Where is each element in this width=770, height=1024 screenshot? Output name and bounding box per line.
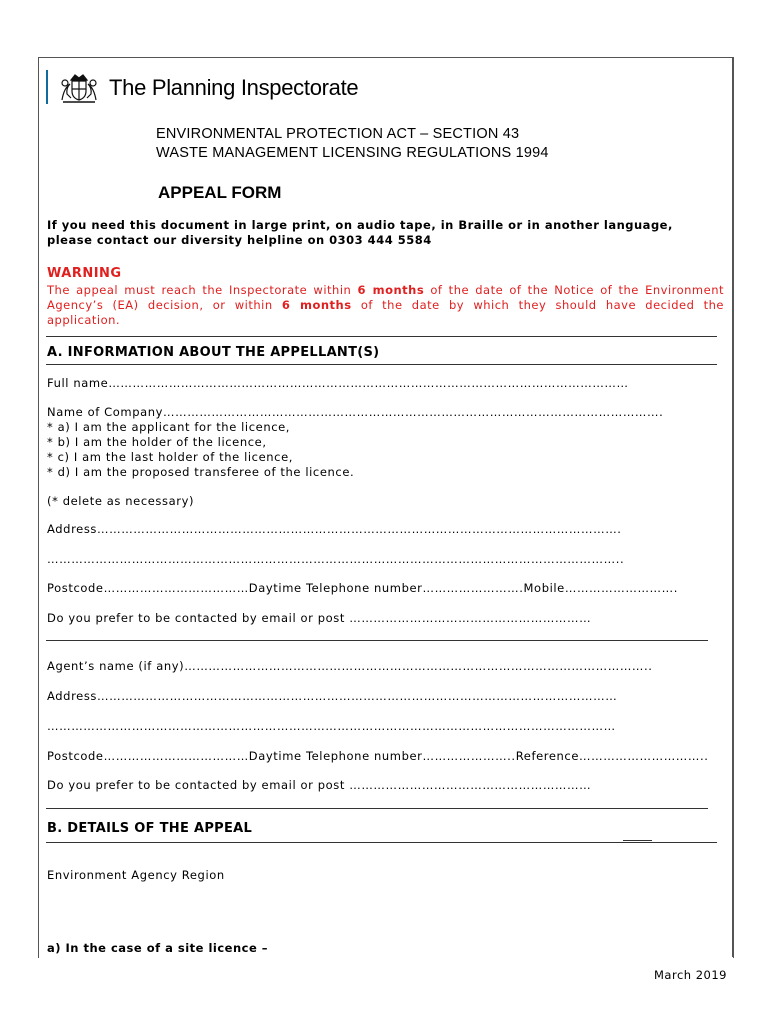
organisation-name: The Planning Inspectorate	[109, 75, 359, 100]
warning-text: Agency’s (EA) decision, or within	[47, 298, 282, 312]
appellant-option-d: * d) I am the proposed transferee of the licence.	[47, 465, 355, 479]
divider	[46, 808, 708, 809]
logo-accent-bar	[46, 70, 48, 104]
act-line-1: ENVIRONMENTAL PROTECTION ACT – SECTION 43	[156, 126, 520, 142]
royal-coat-of-arms-icon	[57, 70, 101, 106]
address-field-line-1[interactable]: Address………………………………………………………………………………………………………………….	[47, 522, 622, 536]
appellant-option-b: * b) I am the holder of the licence,	[47, 435, 267, 449]
warning-emphasis: 6 months	[357, 283, 425, 297]
ea-region-label: Environment Agency Region	[47, 868, 225, 882]
warning-emphasis: 6 months	[281, 298, 352, 312]
warning-line-3: application.	[47, 313, 121, 327]
act-line-2: WASTE MANAGEMENT LICENSING REGULATIONS 1994	[156, 145, 549, 161]
section-a-heading: A. INFORMATION ABOUT THE APPELLANT(S)	[47, 345, 380, 360]
divider-short	[623, 840, 652, 841]
address-field-line-2[interactable]: ……………………………………………………………………………………………………………………………..	[47, 552, 625, 566]
divider	[46, 640, 708, 641]
company-name-field[interactable]: Name of Company…………………………………………………………………………………………………………….	[47, 405, 664, 419]
delete-note: (* delete as necessary)	[47, 494, 195, 508]
warning-text: of the date by which they should have decided the	[351, 298, 724, 312]
postcode-phone-mobile-fields[interactable]: Postcode………………………………Daytime Telephone number…………………….Mobile……………………….	[47, 581, 679, 595]
agent-name-field[interactable]: Agent’s name (if any)……………………………………………………………………………………………………..	[47, 659, 653, 673]
agent-address-field-line-2[interactable]: ……………………………………………………………………………………………………………………………	[47, 719, 616, 733]
page-border-gap	[39, 957, 733, 960]
section-b-heading: B. DETAILS OF THE APPEAL	[47, 821, 253, 836]
agent-postcode-phone-reference-fields[interactable]: Postcode………………………………Daytime Telephone number…………………..Reference…………………………..	[47, 749, 709, 763]
warning-text: The appeal must reach the Inspectorate within	[47, 283, 358, 297]
divider	[46, 842, 717, 843]
contact-preference-field[interactable]: Do you prefer to be contacted by email or post ……………………………………………………	[47, 611, 592, 625]
appellant-option-c: * c) I am the last holder of the licence,	[47, 450, 294, 464]
warning-line-2	[47, 298, 724, 312]
diversity-note-line-1: If you need this document in large print, on audio tape, in Braille or in another language,	[47, 218, 673, 232]
appellant-option-a: * a) I am the applicant for the licence,	[47, 420, 291, 434]
warning-text: of the date of the Notice of the Environment	[424, 283, 725, 297]
agent-contact-preference-field[interactable]: Do you prefer to be contacted by email or post ……………………………………………………	[47, 778, 592, 792]
site-licence-subheading: a) In the case of a site licence –	[47, 941, 269, 955]
form-title: APPEAL FORM	[158, 183, 282, 202]
footer-date: March 2019	[654, 968, 727, 982]
divider	[46, 364, 717, 365]
warning-heading: WARNING	[47, 266, 122, 281]
full-name-field[interactable]: Full name…………………………………………………………………………………………………………………	[47, 376, 629, 390]
divider	[46, 336, 717, 337]
warning-line-1	[47, 283, 724, 297]
agent-address-field-line-1[interactable]: Address…………………………………………………………………………………………………………………	[47, 689, 618, 703]
diversity-note-line-2: please contact our diversity helpline on 0303 444 5584	[47, 233, 432, 247]
